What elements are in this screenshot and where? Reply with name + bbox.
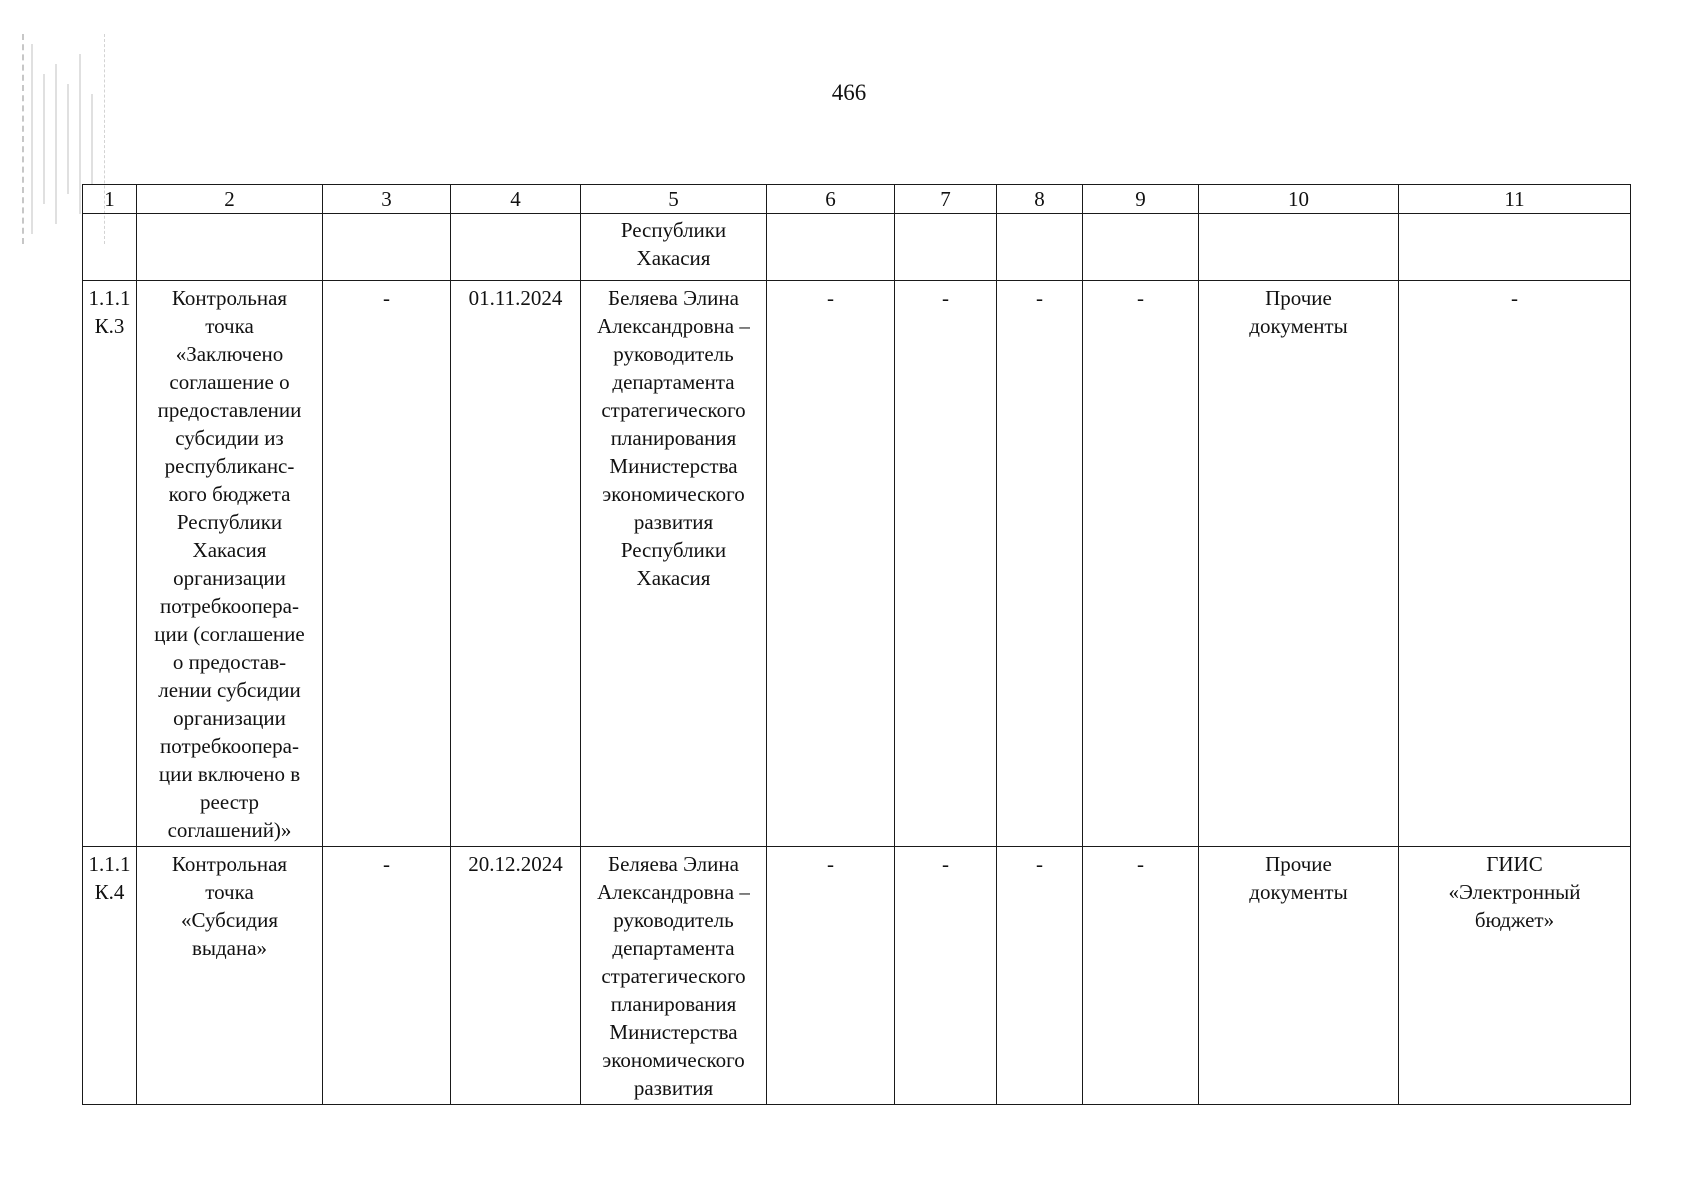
header-row [83, 185, 1631, 214]
table-cell: Республики Хакасия [581, 214, 767, 281]
header-cell: 8 [997, 185, 1083, 214]
table-cell: - [895, 847, 997, 1105]
schedule-table [82, 184, 1631, 1105]
event-name-cell: Контрольная точка «Заключено соглашение о предоставлении субсидии из республиканс- кого бюджета Республики Хакасия организации потребкоопера- ции (соглашение о предостав- лении субсидии организации потребкоопера- ции включено в реестр соглашений)» [137, 281, 323, 847]
table-cell: - [323, 847, 451, 1105]
table-cell [323, 214, 451, 281]
table-cell: - [767, 847, 895, 1105]
document-type-cell: Прочие документы [1199, 847, 1399, 1105]
header-cell: 11 [1399, 185, 1631, 214]
table-cell [895, 214, 997, 281]
table-cell [1399, 214, 1631, 281]
row-number-cell: 1.1.1 К.3 [83, 281, 137, 847]
table-cell: - [767, 281, 895, 847]
header-cell: 10 [1199, 185, 1399, 214]
header-cell: 1 [83, 185, 137, 214]
table-cell: - [895, 281, 997, 847]
table-cell [451, 214, 581, 281]
responsible-cell: Беляева Элина Александровна – руководитель департамента стратегического планирования Министерства экономического развития [581, 847, 767, 1105]
header-cell: 6 [767, 185, 895, 214]
header-cell: 4 [451, 185, 581, 214]
information-system-cell: ГИИС «Электронный бюджет» [1399, 847, 1631, 1105]
table-cell [767, 214, 895, 281]
table-cell: - [1083, 847, 1199, 1105]
header-cell: 5 [581, 185, 767, 214]
table-cell: - [1083, 281, 1199, 847]
date-cell: 01.11.2024 [451, 281, 581, 847]
header-cell: 3 [323, 185, 451, 214]
page-number: 466 [831, 80, 867, 105]
header-cell: 9 [1083, 185, 1199, 214]
header-cell: 7 [895, 185, 997, 214]
continuation-row [83, 214, 1631, 281]
table-cell [137, 214, 323, 281]
responsible-cell: Беляева Элина Александровна – руководитель департамента стратегического планирования Министерства экономического развития Республики Хакасия [581, 281, 767, 847]
document-type-cell: Прочие документы [1199, 281, 1399, 847]
date-cell: 20.12.2024 [451, 847, 581, 1105]
table-cell [1199, 214, 1399, 281]
table-cell: - [323, 281, 451, 847]
table-cell [83, 214, 137, 281]
table-cell [997, 214, 1083, 281]
table-cell: - [997, 281, 1083, 847]
information-system-cell: - [1399, 281, 1631, 847]
table-cell [1083, 214, 1199, 281]
table-row [83, 281, 1631, 847]
event-name-cell: Контрольная точка «Субсидия выдана» [137, 847, 323, 1105]
table-row [83, 847, 1631, 1105]
row-number-cell: 1.1.1 К.4 [83, 847, 137, 1105]
header-cell: 2 [137, 185, 323, 214]
table-cell: - [997, 847, 1083, 1105]
